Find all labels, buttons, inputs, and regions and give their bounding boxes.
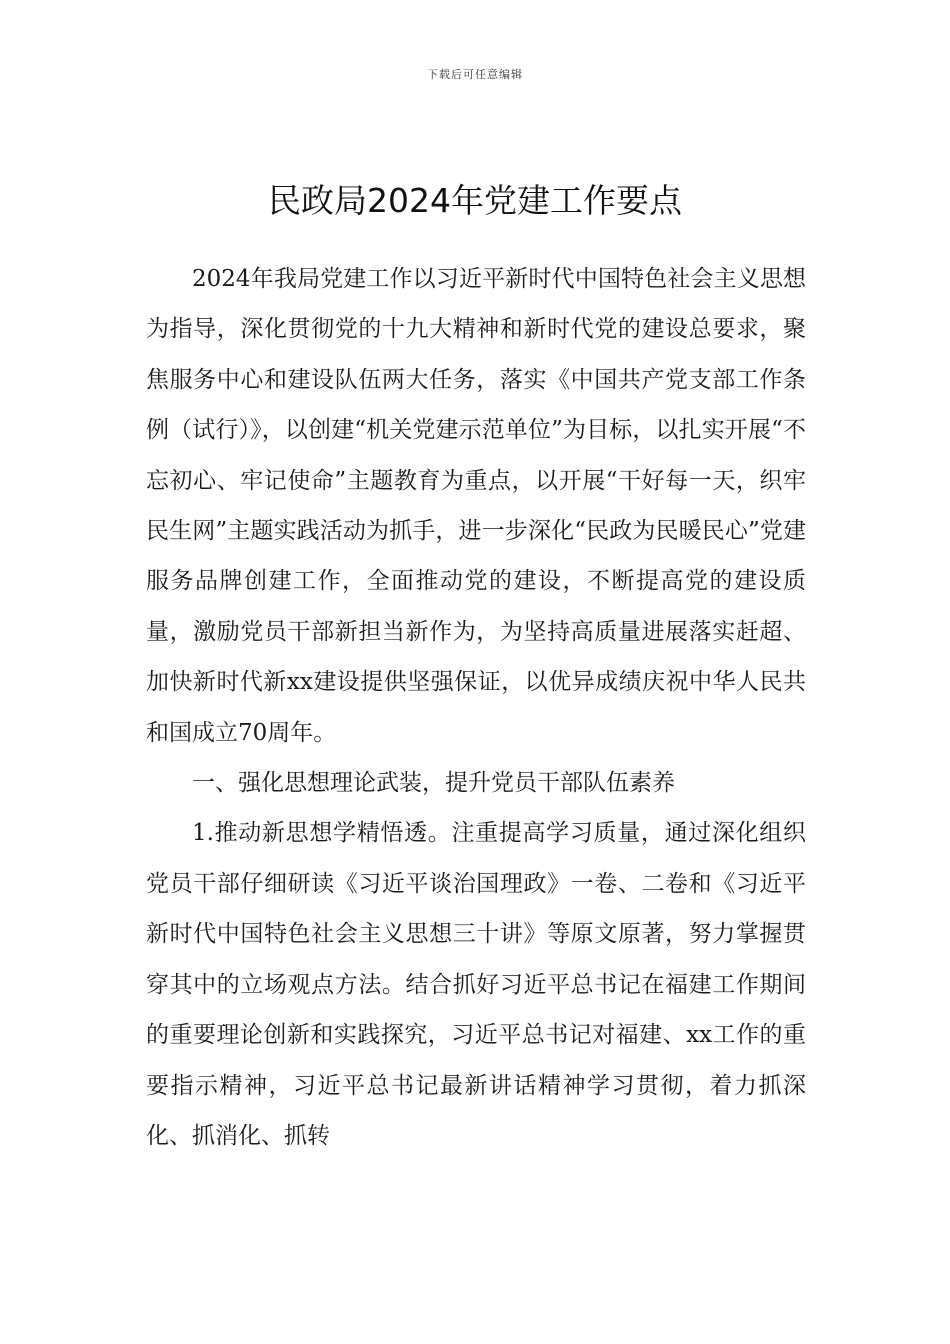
section-heading-1: 一、强化思想理论武装，提升党员干部队伍素养 — [192, 770, 675, 797]
header-note: 下载后可任意编辑 — [427, 68, 523, 81]
document-title: 民政局2024年党建工作要点 — [268, 181, 682, 220]
paragraph-intro: 2024年我局党建工作以习近平新时代中国特色社会主义思想为指导，深化贯彻党的十九大精神和新时代党的建设总要求，聚焦服务中心和建设队伍两大任务，落实《中国共产党支部工作条例（试行）》，以创建“机关党建示范单位”为目标，以扎实开展“不忘初心、牢记使命”主题教育为重点，以开展“干好每一天，织牢民生网”主题实践活动为抓手，进一步深化“民政为民暖民心”党建服务品牌创建工作，全面推动党的建设，不断提高党的建设质量，激励党员干部新担当新作为，为坚持高质量进展落实赶超、加快新时代新xx建设提供坚强保证，以优异成绩庆祝中华人民共和国成立70周年。 — [146, 266, 806, 746]
document-body — [146, 254, 806, 1161]
paragraph-item-1: 1.推动新思想学精悟透。注重提高学习质量，通过深化组织党员干部仔细研读《习近平谈治国理政》一卷、二卷和《习近平新时代中国特色社会主义思想三十讲》等原文原著，努力掌握贯穿其中的立场观点方法。结合抓好习近平总书记在福建工作期间的重要理论创新和实践探究，习近平总书记对福建、xx工作的重要指示精神，习近平总书记最新讲话精神学习贯彻，着力抓深化、抓消化、抓转 — [146, 820, 806, 1149]
